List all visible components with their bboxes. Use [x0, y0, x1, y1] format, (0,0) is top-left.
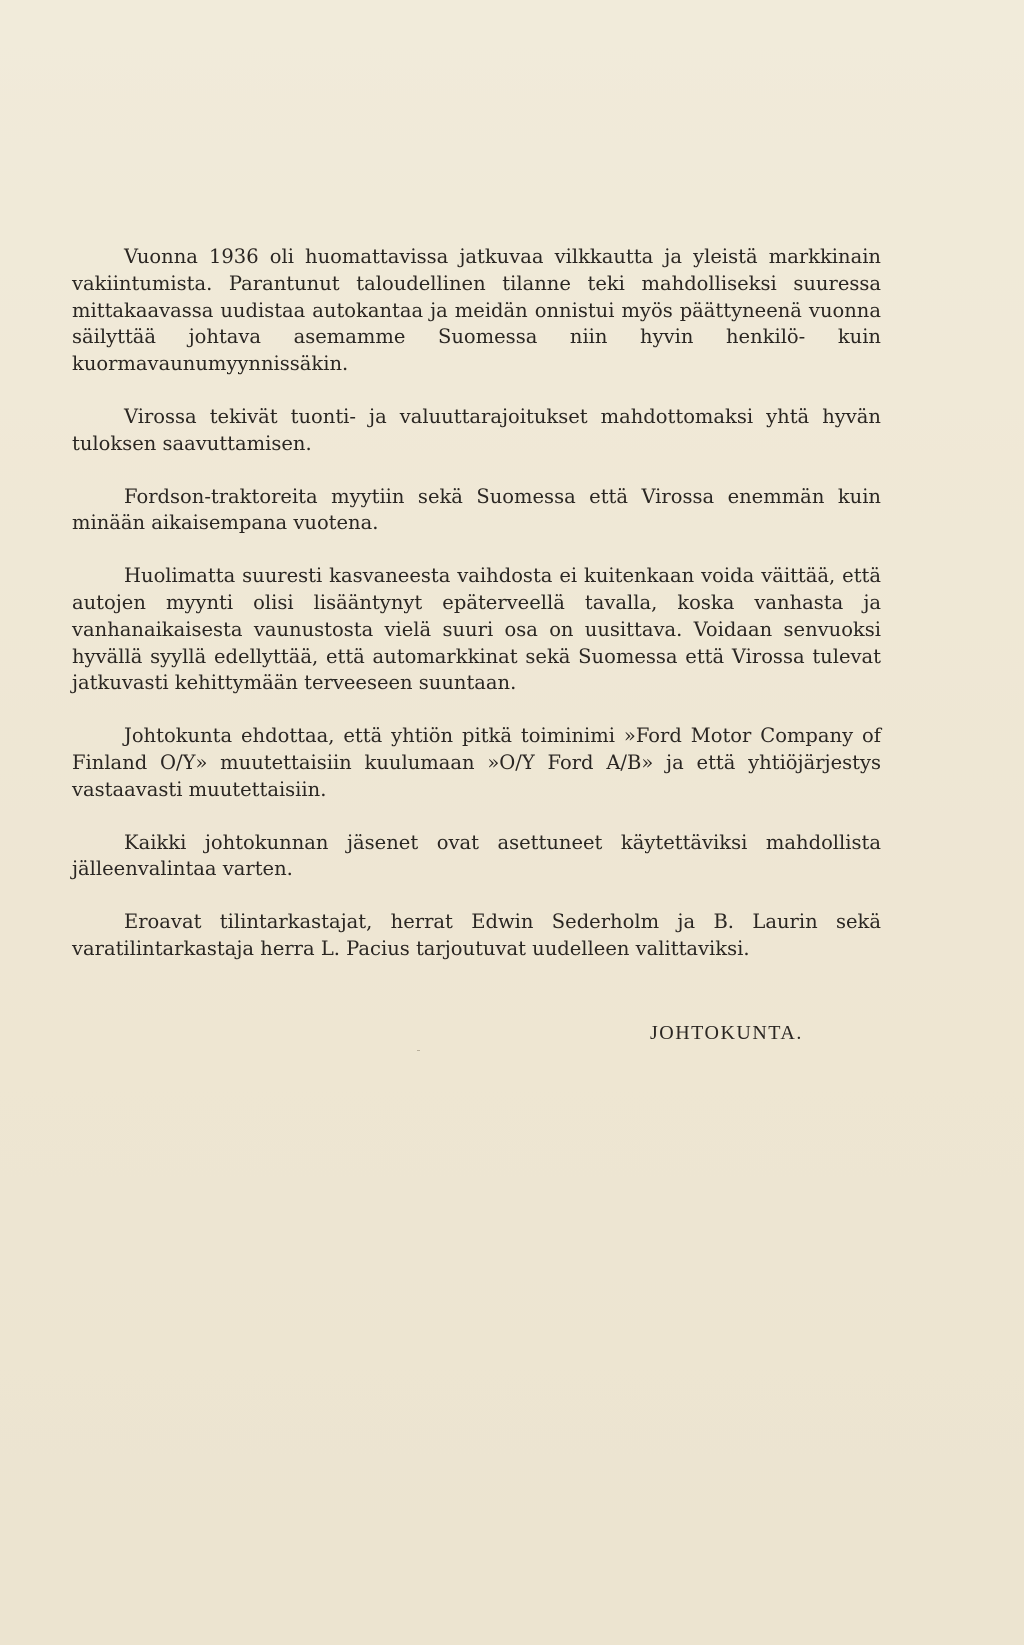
signature: JOHTOKUNTA.	[650, 1022, 803, 1044]
paragraph-1: Vuonna 1936 oli huomattavissa jatkuvaa vilkkautta ja yleistä markkinain vakiintumista. Parantunut taloudellinen tilanne teki mahdolliseksi suuressa mittakaavassa uudistaa autokantaa ja meidän onnistui myös päättyneenä vuonna säilyttää johtava asemamme Suomessa niin hyvin henkilö- kuin kuormavaunumyynnissäkin.	[72, 245, 881, 376]
paper-speck	[417, 1050, 420, 1051]
paragraph-6: Kaikki johtokunnan jäsenet ovat asettuneet käytettäviksi mahdollista jälleenvalintaa varten.	[72, 830, 881, 881]
paragraph-4: Huolimatta suuresti kasvaneesta vaihdosta ei kuitenkaan voida väittää, että autojen myynti olisi lisääntynyt epäterveellä tavalla, koska vanhasta ja vanhanaikaisesta vaunustosta vielä suuri osa on uusittava. Voidaan senvuoksi hyvällä syyllä edellyttää, että automarkkinat sekä Suomessa että Virossa tulevat jatkuvasti kehittymään terveeseen suuntaan.	[72, 564, 881, 695]
body-text	[72, 244, 881, 989]
paragraph-2: Virossa tekivät tuonti- ja valuuttarajoitukset mahdottomaksi yhtä hyvän tuloksen saavuttamisen.	[72, 404, 881, 455]
paragraph-7: Eroavat tilintarkastajat, herrat Edwin Sederholm ja B. Laurin sekä varatilintarkastaja herra L. Pacius tarjoutuvat uudelleen valittaviksi.	[72, 910, 881, 960]
paragraph-5: Johtokunta ehdottaa, että yhtiön pitkä toiminimi »Ford Motor Company of Finland O/Y» muutettaisiin kuulumaan »O/Y Ford A/B» ja että yhtiöjärjestys vastaavasti muutettaisiin.	[72, 724, 881, 801]
paragraph-3: Fordson-traktoreita myytiin sekä Suomessa että Virossa enemmän kuin minään aikaisempana vuotena.	[72, 484, 881, 535]
